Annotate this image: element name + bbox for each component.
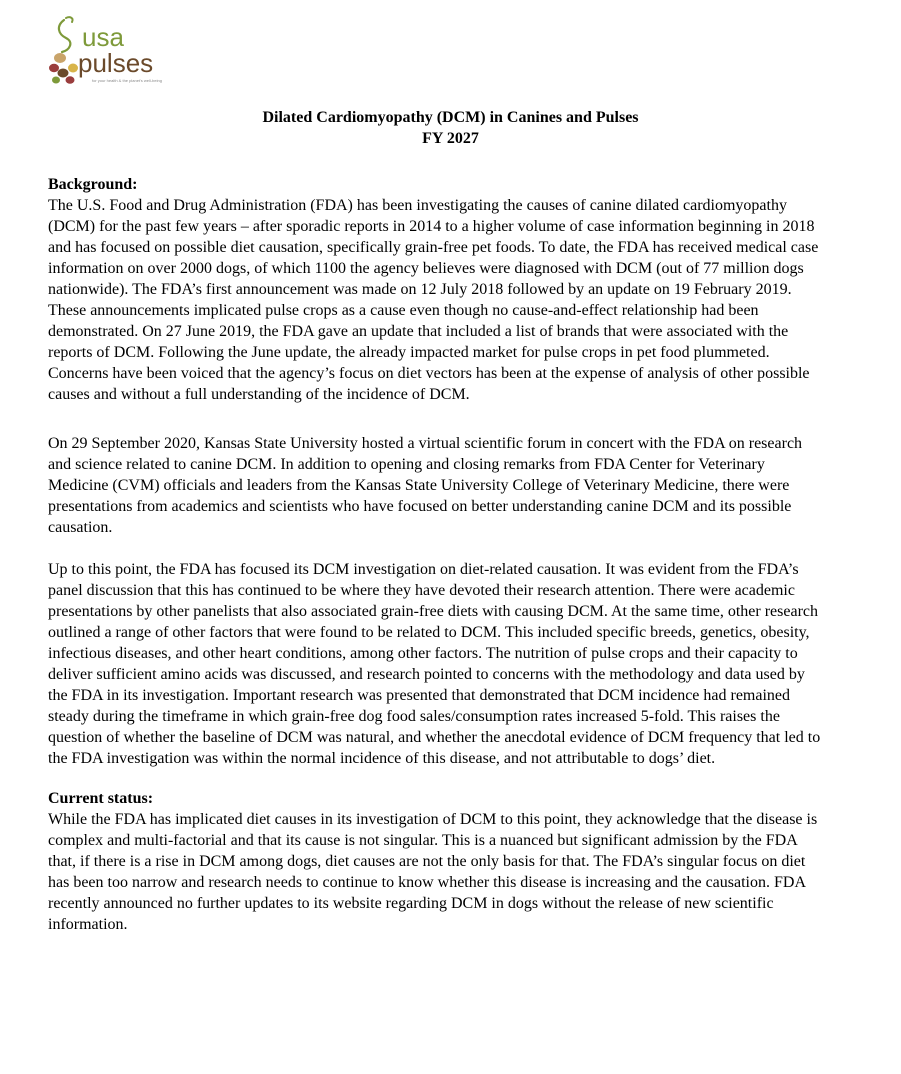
background-paragraph-1: The U.S. Food and Drug Administration (FDA) has been investigating the causes of canine dilated cardiomyopathy (DCM) for the past few years – after sporadic reports in 2014 to a higher volume of case information beginning in 2018 and has focused on possible diet causation, specifically grain-free pet foods. To date, the FDA has received medical case information on over 2000 dogs, of which 1100 the agency believes were diagnosed with DCM (out of 77 million dogs nationwide). The FDA’s first announcement was made on 12 July 2018 followed by an update on 19 February 2019. These announcements implicated pulse crops as a cause even though no cause-and-effect relationship had been demonstrated. On 27 June 2019, the FDA gave an update that included a list of brands that were associated with the reports of DCM. Following the June update, the already impacted market for pulse crops in pet food plummeted. Concerns have been voiced that the agency’s focus on diet vectors has been at the expense of analysis of other possible causes and without a full understanding of the incidence of DCM.: [48, 197, 819, 403]
background-paragraph-3: Up to this point, the FDA has focused its DCM investigation on diet-related causation. It was evident from the FDA’s panel discussion that this has continued to be where they have devoted their research attention. There were academic presentations by other panelists that also associated grain-free diets with causing DCM. At the same time, other research outlined a range of other factors that were found to be related to DCM. This included specific breeds, genetics, obesity, infectious diseases, and other heart conditions, among other factors. The nutrition of pulse crops and their capacity to deliver sufficient amino acids was discussed, and research pointed to concerns with the methodology and data used by the FDA in its investigation. Important research was presented that demonstrated that DCM incidence had remained steady during the timeframe in which grain-free dog food sales/consumption rates increased 5-fold. This raises the question of whether the baseline of DCM was natural, and whether the anecdotal evidence of DCM frequency that led to the FDA investigation was within the normal incidence of this disease, and not attributable to dogs’ diet.: [48, 561, 821, 767]
document-title-block: [0, 107, 901, 149]
background-paragraph-2: On 29 September 2020, Kansas State University hosted a virtual scientific forum in concert with the FDA on research and science related to canine DCM. In addition to opening and closing remarks from FDA Center for Veterinary Medicine (CVM) officials and leaders from the Kansas State University College of Veterinary Medicine, there were presentations from academics and scientists who have focused on better understanding canine DCM and its possible causation.: [48, 435, 803, 536]
logo-text-pulses: pulses: [78, 48, 154, 78]
current-status-paragraph-1[interactable]: While the FDA has implicated diet causes in its investigation of DCM to this point, they acknowledge that the disease is complex and multi-factorial and that its cause is not singular. This is a nuanced but significant admission by the FDA that, if there is a rise in DCM among dogs, diet causes are not the only basis for that. The FDA’s singular focus on diet has been too narrow and research needs to continue to know whether this disease is increasing and the causation. FDA recently announced no further updates to its website regarding DCM in dogs without the release of new scientific information.: [48, 811, 818, 933]
background-heading: Background:: [48, 176, 138, 193]
logo-tagline: for your health & the planet's well-being: [92, 78, 162, 83]
document-body: [48, 174, 828, 935]
paragraph-spacer: [48, 405, 828, 433]
document-subtitle: FY 2027: [422, 130, 479, 147]
current-status-heading: Current status:: [48, 790, 154, 807]
paragraph-spacer: [48, 769, 828, 788]
paragraph-spacer: [48, 538, 828, 559]
usa-pulses-logo: [48, 14, 188, 86]
document-title: Dilated Cardiomyopathy (DCM) in Canines and Pulses: [262, 109, 639, 126]
logo-text-usa: usa: [82, 22, 124, 52]
usa-pulses-logo-icon: [48, 14, 188, 86]
